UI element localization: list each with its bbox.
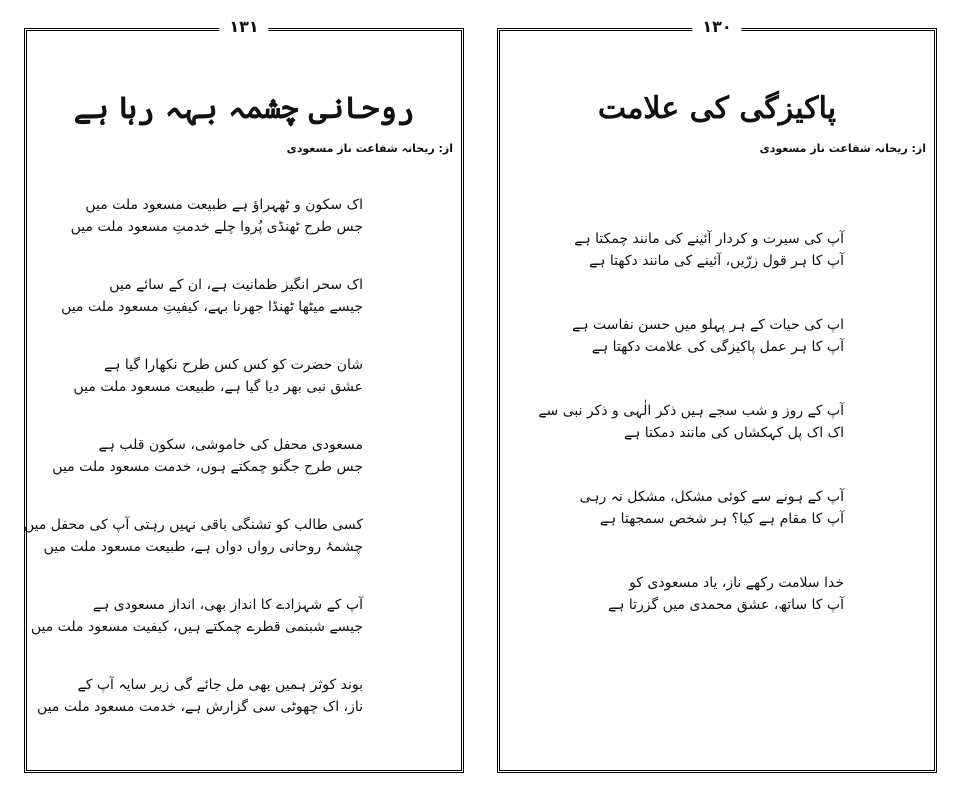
verse-line: جیسے شبنمی قطرے چمکتے ہیں، کیفیت مسعود ملت میں: [30, 619, 363, 635]
verse-line: چشمۂ روحانی رواں دواں ہے، طبیعت مسعود ملت میں: [43, 539, 363, 555]
right-page: [497, 17, 937, 773]
verse-line: بوند کوثر ہمیں بھی مل جائے گی زیر سایہ آپ کے: [77, 677, 363, 693]
verse-line: جس طرح جگنو چمکتے ہوں، خدمت مسعود ملت میں: [52, 459, 363, 475]
stanza: [500, 400, 934, 444]
left-page: [23, 17, 464, 773]
verse-line: آپ کا ہر قول زرّیں، آئینے کی مانند دکھتا ہے: [589, 253, 844, 269]
page-number: ۱۳۰: [692, 17, 741, 36]
poem-author: از: ریحانہ شفاعت ناز مسعودی: [286, 142, 453, 155]
verse-line: ناز، اک چھوٹی سی گزارش ہے، خدمت مسعود ملت میں: [37, 699, 363, 715]
verse-line: آپ کے روز و شب سجے ہیں ذکر الٰہی و ذکر نبی سے: [538, 403, 844, 419]
verse-line: عشق نبی بھر دیا گیا ہے، طبیعت مسعود ملت میں: [73, 379, 363, 395]
verse-line: آپ کے ہونے سے کوئی مشکل، مشکل نہ رہی: [579, 489, 844, 505]
verse-line: آپ کا ساتھ، عشق محمدی میں گزرتا ہے: [608, 597, 844, 613]
verse-line: آپ کا مقام ہے کیا؟ ہر شخص سمجھتا ہے: [599, 511, 844, 527]
stanza: [500, 572, 934, 616]
verse-line: خدا سلامت رکھے ناز، یاد مسعودی کو: [629, 575, 844, 591]
verse-line: مسعودی محفل کی خاموشی، سکون قلب ہے: [98, 437, 363, 453]
verse-line: جس طرح ٹھنڈی پُروا چلے خدمتِ مسعود ملت میں: [70, 219, 363, 235]
verse-line: اک سحر انگیز طمانیت ہے، ان کے سائے میں: [109, 277, 363, 293]
stanza: [27, 194, 461, 238]
verse-line: اک سکون و ٹھہراؤ ہے طبیعت مسعود ملت میں: [85, 197, 363, 213]
stanza: [27, 674, 461, 718]
verse-line: کسی طالب کو تشنگی باقی نہیں رہتی آپ کی محفل میں: [23, 517, 363, 533]
stanza: [27, 354, 461, 398]
poem-author: از: ریحانہ شفاعت ناز مسعودی: [759, 142, 926, 155]
verse-line: اپ کی حیات کے ہر پہلو میں حسن نفاست ہے: [572, 317, 844, 333]
poem-verses: [500, 228, 934, 658]
verse-line: آپ کا ہر عمل پاکیزگی کی علامت دکھتا ہے: [591, 339, 844, 355]
stanza: [27, 434, 461, 478]
stanza: [500, 486, 934, 530]
verse-line: شان حضرت کو کس کس طرح نکھارا گیا ہے: [104, 357, 363, 373]
verse-line: جیسے میٹھا ٹھنڈا جھرنا بہے، کیفیتِ مسعود ملت میں: [61, 299, 363, 315]
page-number: ۱۳۱: [219, 17, 268, 36]
verse-line: آپ کے شہزادے کا انداز بھی، انداز مسعودی ہے: [92, 597, 363, 613]
stanza: [27, 274, 461, 318]
verse-line: آپ کی سیرت و کردار آئینے کی مانند چمکتا ہے: [574, 231, 844, 247]
stanza: [23, 514, 461, 558]
poem-title: روحانی چشمہ بہہ رہا ہے: [73, 91, 415, 126]
poem-verses: [23, 194, 461, 754]
stanza: [27, 594, 461, 638]
poem-title: پاکیزگی کی علامت: [597, 91, 837, 126]
stanza: [500, 314, 934, 358]
stanza: [500, 228, 934, 272]
verse-line: اک اک پل کہکشاں کی مانند دمکتا ہے: [623, 425, 844, 441]
